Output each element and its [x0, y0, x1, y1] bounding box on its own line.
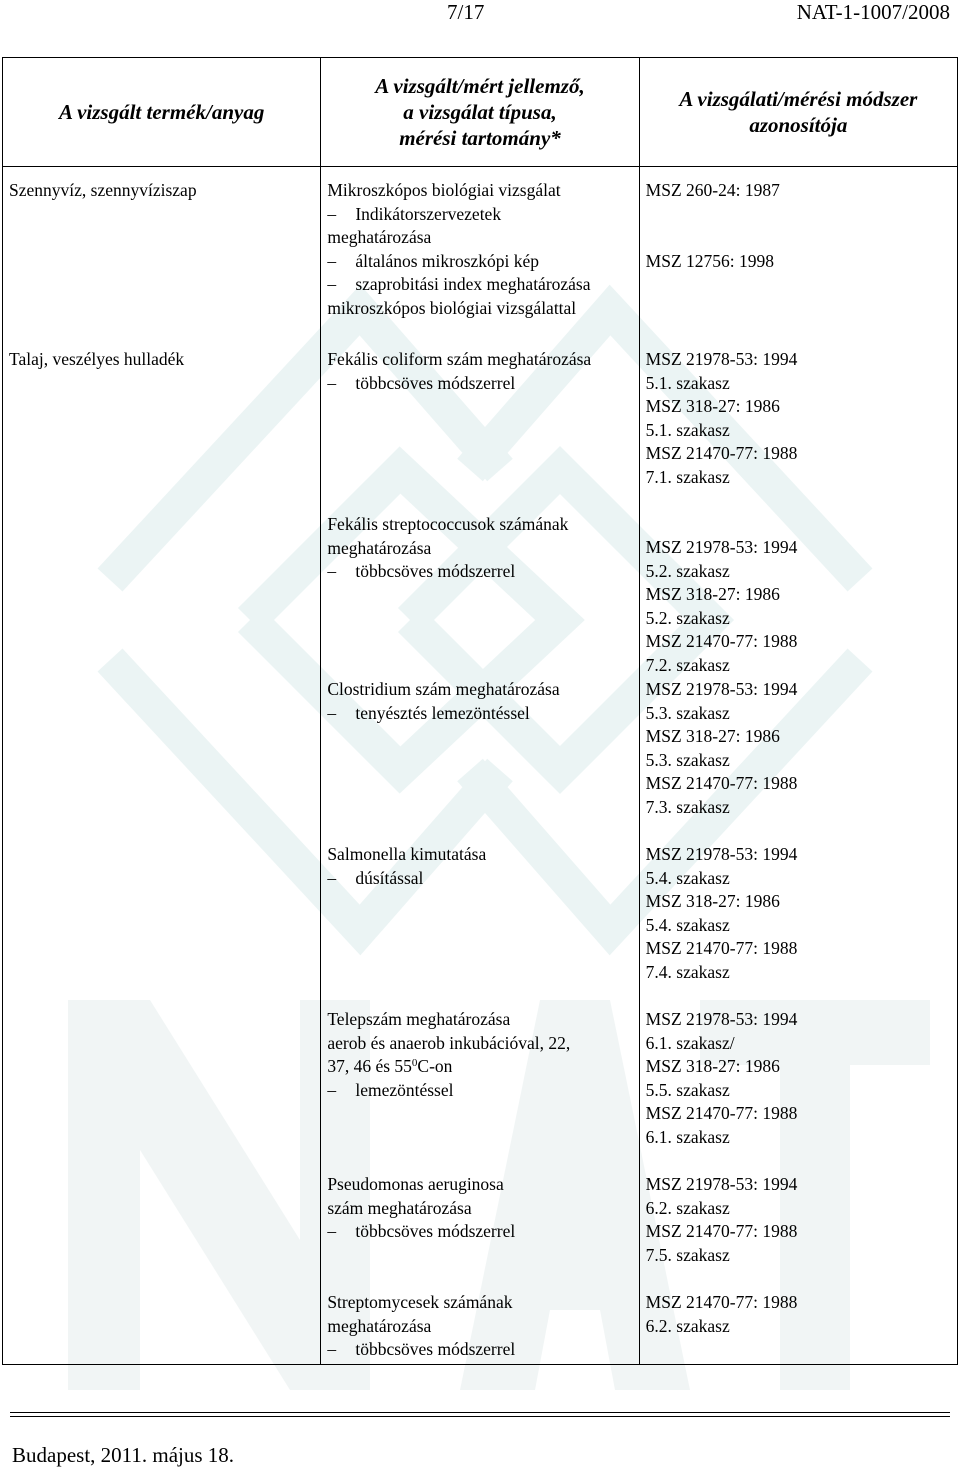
method-line: 7.5. szakasz — [645, 1244, 730, 1265]
footer-rule — [10, 1412, 950, 1413]
method-line: MSZ 21978-53: 1994 — [645, 844, 798, 864]
test-group — [327, 348, 632, 513]
characteristic-cell — [321, 167, 639, 335]
method-line: 5.3. szakasz — [645, 702, 730, 723]
method-group — [646, 678, 951, 843]
method-line: MSZ 21470-77: 1988 — [645, 773, 798, 793]
temp-text: 37, 46 és 55 — [327, 1056, 412, 1076]
method-line: 6.2. szakasz — [645, 1315, 730, 1336]
method-line: 7.1. szakasz — [645, 466, 730, 487]
temp-unit: C-on — [417, 1056, 453, 1076]
material-text: Talaj, veszélyes hulladék — [9, 349, 185, 369]
material-text: Szennyvíz, szennyvíziszap — [9, 180, 197, 200]
method-line: MSZ 260-24: 1987 — [645, 180, 780, 200]
method-line: MSZ 21470-77: 1988 — [645, 938, 798, 958]
method-line: MSZ 21470-77: 1988 — [645, 1292, 798, 1312]
char-line — [327, 1055, 632, 1079]
test-group — [327, 678, 632, 843]
col3-title-line1: A vizsgálati/mérési módszer — [679, 87, 918, 111]
method-line: 6.2. szakasz — [645, 1197, 730, 1218]
footer-place-date: Budapest, 2011. május 18. — [12, 1443, 235, 1467]
method-line: 5.1. szakasz — [645, 419, 730, 440]
test-group — [327, 513, 632, 678]
char-line: szám meghatározása — [327, 1197, 472, 1218]
method-line: MSZ 21470-77: 1988 — [645, 443, 798, 463]
method-line: 5.1. szakasz — [645, 372, 730, 393]
method-line: MSZ 21978-53: 1994 — [645, 537, 798, 557]
char-line: Pseudomonas aeruginosa — [327, 1174, 504, 1194]
char-line: – szaprobitási index meghatározása — [327, 273, 632, 297]
method-group — [646, 513, 951, 678]
char-line: – többcsöves módszerrel — [327, 560, 632, 584]
method-group — [646, 1291, 951, 1338]
char-line: Fekális streptococcusok számának — [327, 514, 569, 534]
char-line: – Indikátorszervezetek — [327, 203, 632, 227]
material-cell — [3, 167, 321, 335]
method-line: 5.4. szakasz — [645, 867, 730, 888]
method-line: MSZ 21470-77: 1988 — [645, 631, 798, 651]
char-line: – dúsítással — [327, 867, 632, 891]
test-group — [327, 1173, 632, 1291]
test-group — [327, 843, 632, 1008]
method-line: 7.2. szakasz — [645, 654, 730, 675]
method-line: MSZ 318-27: 1986 — [645, 396, 780, 416]
method-line: 6.1. szakasz — [645, 1126, 730, 1147]
test-group — [327, 1291, 632, 1362]
method-line: MSZ 318-27: 1986 — [645, 726, 780, 746]
char-line: mikroszkópos biológiai vizsgálattal — [327, 297, 577, 318]
method-group — [646, 1008, 951, 1173]
method-cell — [639, 334, 957, 1364]
method-line: 5.3. szakasz — [645, 749, 730, 770]
col2-title-line2: a vizsgálat típusa, — [403, 100, 557, 124]
method-line: 6.1. szakasz/ — [645, 1032, 735, 1053]
char-line: – többcsöves módszerrel — [327, 1338, 632, 1362]
method-line: MSZ 318-27: 1986 — [645, 584, 780, 604]
char-line: Salmonella kimutatása — [327, 844, 487, 864]
method-line: 5.2. szakasz — [645, 607, 730, 628]
method-line: MSZ 21978-53: 1994 — [645, 679, 798, 699]
accreditation-table — [2, 57, 958, 1365]
method-group — [646, 843, 951, 1008]
char-line: Clostridium szám meghatározása — [327, 679, 560, 699]
column-header-characteristic — [321, 58, 639, 167]
method-line: MSZ 21470-77: 1988 — [645, 1221, 798, 1241]
method-group — [646, 1173, 951, 1291]
method-line: 7.3. szakasz — [645, 796, 730, 817]
method-line: MSZ 318-27: 1986 — [645, 891, 780, 911]
column-header-method — [639, 58, 957, 167]
table-row — [3, 334, 958, 1364]
char-line: – többcsöves módszerrel — [327, 372, 632, 396]
char-line: – többcsöves módszerrel — [327, 1220, 632, 1244]
method-line: 5.4. szakasz — [645, 914, 730, 935]
char-line: meghatározása — [327, 227, 432, 247]
method-line: MSZ 318-27: 1986 — [645, 1056, 780, 1076]
char-line: aerob és anaerob inkubációval, 22, — [327, 1032, 571, 1053]
char-line: Fekális coliform szám meghatározása — [327, 349, 592, 369]
col2-title-line3: mérési tartomány* — [399, 126, 561, 150]
char-line: Telepszám meghatározása — [327, 1009, 511, 1029]
method-line: 5.5. szakasz — [645, 1079, 730, 1100]
char-line: Streptomycesek számának — [327, 1292, 513, 1312]
char-line: – lemezöntéssel — [327, 1079, 632, 1103]
characteristic-cell — [321, 334, 639, 1364]
method-line: MSZ 21470-77: 1988 — [645, 1103, 798, 1123]
method-group — [646, 348, 951, 513]
method-line: MSZ 21978-53: 1994 — [645, 1009, 798, 1029]
document-id: NAT-1-1007/2008 — [796, 0, 950, 24]
method-line: MSZ 21978-53: 1994 — [645, 1174, 798, 1194]
col2-title-line1: A vizsgált/mért jellemző, — [375, 74, 585, 98]
char-line: – tenyésztés lemezöntéssel — [327, 702, 632, 726]
char-line: – általános mikroszkópi kép — [327, 250, 632, 274]
test-group — [327, 1008, 632, 1173]
char-line: meghatározása — [327, 1315, 432, 1336]
page-number: 7/17 — [447, 0, 485, 24]
char-line: meghatározása — [327, 537, 432, 558]
char-line: Mikroszkópos biológiai vizsgálat — [327, 180, 561, 200]
method-line: 5.2. szakasz — [645, 560, 730, 581]
degree-sup: 0 — [411, 1057, 418, 1069]
material-cell — [3, 334, 321, 1364]
footer-rule — [10, 1416, 950, 1417]
table-row — [3, 167, 958, 335]
method-line: MSZ 12756: 1998 — [645, 250, 775, 271]
method-cell — [639, 167, 957, 335]
column-header-material: A vizsgált termék/anyag — [3, 58, 321, 167]
method-line: 7.4. szakasz — [645, 961, 730, 982]
method-line: MSZ 21978-53: 1994 — [645, 349, 798, 369]
col3-title-line2: azonosítója — [749, 113, 848, 137]
